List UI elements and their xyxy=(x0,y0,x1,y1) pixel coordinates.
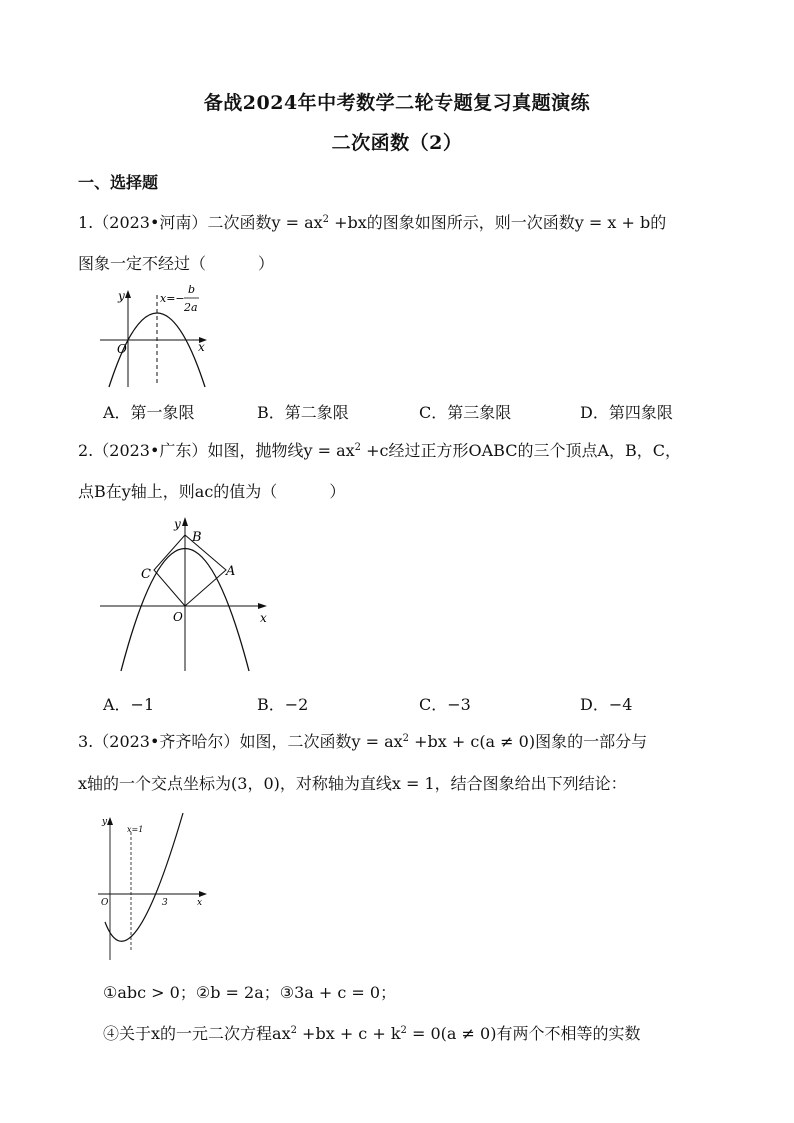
question-1-line-2 xyxy=(78,256,274,272)
formula: y = x + b xyxy=(574,213,651,232)
y-axis-label: y xyxy=(174,517,181,531)
question-2-figure xyxy=(95,513,275,673)
question-1-line-1 xyxy=(78,215,666,231)
question-3-text: x轴的一个交点坐标为(3，0)，对称轴为直线x = 1，结合图象给出下列结论： xyxy=(78,774,627,793)
question-2-text: 经过正方形OABC的三个顶点A，B，C， xyxy=(388,441,681,460)
q2-option-b[interactable]: B．−2 xyxy=(257,695,309,714)
q1-option-c[interactable]: C．第三象限 xyxy=(419,403,512,422)
question-1-source: （2023•河南） xyxy=(93,213,208,232)
question-2-number: 2. xyxy=(78,441,94,460)
origin-label: O xyxy=(173,610,183,624)
formula: y = ax xyxy=(271,213,323,232)
question-3-text: 图象的一部分与 xyxy=(535,732,648,751)
axis-of-symmetry-label: x=1 xyxy=(127,825,144,834)
origin-label: O xyxy=(117,342,127,356)
question-3-conclusions-1: ①abc > 0；②b = 2a；③3a + c = 0； xyxy=(103,983,397,1002)
exponent: 2 xyxy=(400,1025,407,1036)
q1-option-b[interactable]: B．第二象限 xyxy=(257,403,349,422)
question-2-line-1 xyxy=(78,443,681,459)
exponent: 2 xyxy=(402,733,410,744)
question-2-source: （2023•广东） xyxy=(93,441,208,460)
q1-option-a[interactable]: A．第一象限 xyxy=(103,403,195,422)
exponent: 2 xyxy=(322,214,330,225)
x-axis-label: x xyxy=(260,611,267,625)
question-1-text: 图象一定不经过（ xyxy=(78,254,207,273)
question-2-text: 如图，抛物线 xyxy=(207,441,304,460)
question-3-line-1 xyxy=(78,734,647,750)
question-1-number: 1. xyxy=(78,213,94,232)
axis-label-prefix: x=− xyxy=(160,292,185,305)
q1-option-d[interactable]: D．第四象限 xyxy=(580,403,673,422)
question-1-text: 的 xyxy=(650,213,667,232)
question-2-text: 点B在y轴上，则ac的值为（ xyxy=(78,482,278,501)
question-1-text: 的图象如图所示，则一次函数 xyxy=(366,213,575,232)
q2-option-a[interactable]: A．−1 xyxy=(103,695,155,714)
section-heading: 一、选择题 xyxy=(78,173,159,192)
question-2-line-2 xyxy=(78,484,345,500)
q2-option-c[interactable]: C．−3 xyxy=(419,695,471,714)
question-2-text: ） xyxy=(329,482,346,501)
x-axis-label: x xyxy=(197,898,203,908)
formula: +c xyxy=(361,441,389,460)
formula: y = ax xyxy=(351,732,403,751)
question-3-text: = 0(a ≠ 0)有两个不相等的实数 xyxy=(406,1024,641,1043)
axis-label-denominator: 2a xyxy=(184,301,198,314)
formula: +bx + c + k xyxy=(296,1024,401,1043)
point-a-label: A xyxy=(226,564,236,579)
formula: y = ax xyxy=(303,441,355,460)
y-axis-label: y xyxy=(118,289,125,303)
x-axis-label: x xyxy=(198,340,205,354)
axis-label-numerator: b xyxy=(188,285,196,296)
origin-label: O xyxy=(101,898,109,908)
question-3-figure xyxy=(95,812,215,962)
question-3-conclusion-4 xyxy=(103,1026,640,1042)
intercept-3-label: 3 xyxy=(162,898,168,908)
exponent: 2 xyxy=(290,1025,297,1036)
q2-option-d[interactable]: D．−4 xyxy=(580,695,633,714)
question-3-line-2 xyxy=(78,776,627,792)
exponent: 2 xyxy=(354,442,362,453)
question-3-number: 3. xyxy=(78,732,94,751)
question-1-figure xyxy=(95,285,220,390)
page-title: 备战2024年中考数学二轮专题复习真题演练 xyxy=(203,92,591,114)
question-1-text: ） xyxy=(258,254,275,273)
y-axis-label: y xyxy=(102,817,108,827)
question-1-text: 二次函数 xyxy=(207,213,272,232)
formula: +bx xyxy=(329,213,367,232)
question-3-text: 如图，二次函数 xyxy=(239,732,352,751)
question-3-text: ④关于x的一元二次方程ax xyxy=(103,1024,291,1043)
page-subtitle: 二次函数（2） xyxy=(331,132,463,154)
point-c-label: C xyxy=(141,567,151,582)
question-3-source: （2023•齐齐哈尔） xyxy=(93,732,240,751)
point-b-label: B xyxy=(192,530,202,545)
formula: +bx + c(a ≠ 0) xyxy=(409,732,536,751)
